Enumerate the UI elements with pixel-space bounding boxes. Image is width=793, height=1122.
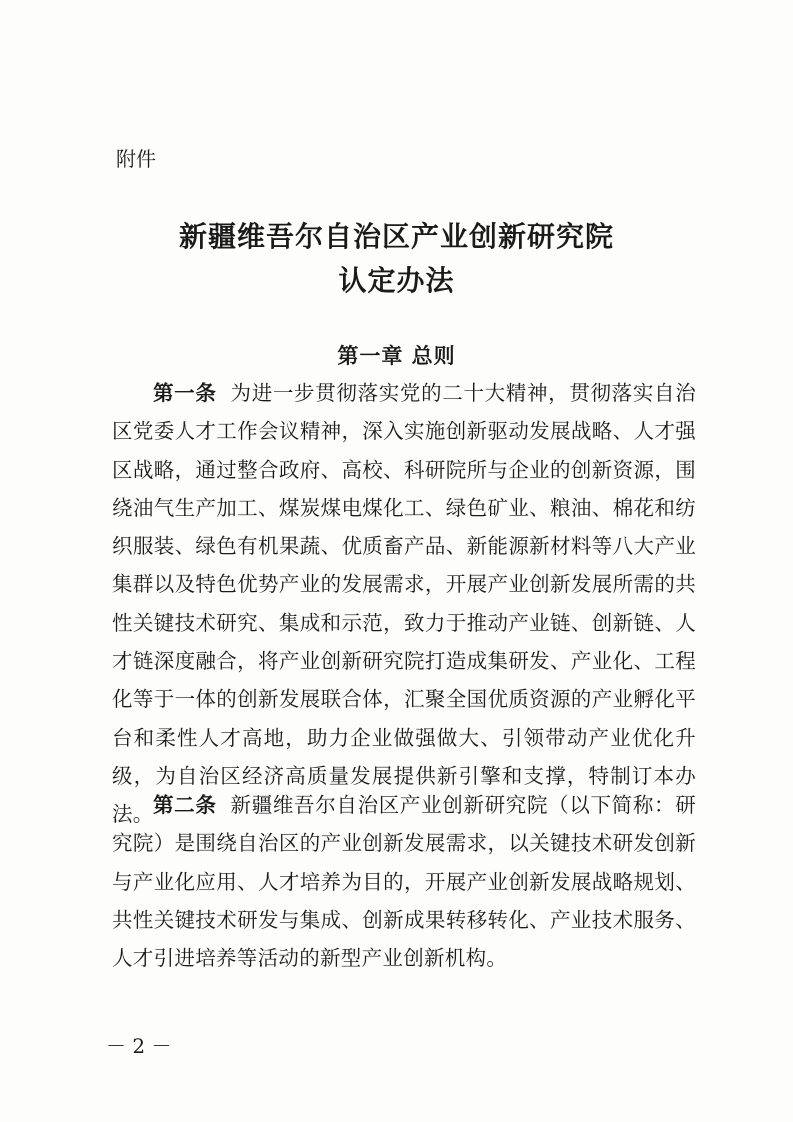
article-2-number: 第二条 — [153, 793, 217, 817]
article-2 — [112, 786, 696, 977]
document-title-line1: 新疆维吾尔自治区产业创新研究院 — [178, 220, 614, 253]
article-1-text: 为进一步贯彻落实党的二十大精神，贯彻落实自治区党委人才工作会议精神，深入实施创新驱动发展战略、人才强区战略，通过整合政府、高校、科研院所与企业的创新资源，围绕油气生产加工、煤炭煤电煤化工、绿色矿业、粮油、棉花和纺织服装、绿色有机果蔬、优质畜产品、新能源新材料等八大产业集群以及特色优势产业的发展需求，开展产业创新发展所需的共性关键技术研究、集成和示范，致力于推动产业链、创新链、人才链深度融合，将产业创新研究院打造成集研发、产业化、工程化等于一体的创新发展联合体，汇聚全国优质资源的产业孵化平台和柔性人才高地，助力企业做强做大、引领带动产业优化升级，为自治区经济高质量发展提供新引擎和支撑，特制订本办法。 — [112, 381, 696, 827]
chapter-heading: 第一章 总则 — [337, 344, 456, 368]
article-1-number: 第一条 — [153, 381, 217, 405]
document-title-line2: 认定办法 — [338, 264, 455, 297]
article-2-text: 新疆维吾尔自治区产业创新研究院（以下简称：研究院）是围绕自治区的产业创新发展需求，以关键技术研发创新与产业化应用、人才培养为目的，开展产业创新发展战略规划、共性关键技术研发与集成、创新成果转移转化、产业技术服务、人才引进培养等活动的新型产业创新机构。 — [112, 793, 696, 971]
attachment-label: 附件 — [116, 147, 156, 171]
page-number: － 2 － — [106, 1034, 172, 1058]
article-1 — [112, 374, 696, 834]
